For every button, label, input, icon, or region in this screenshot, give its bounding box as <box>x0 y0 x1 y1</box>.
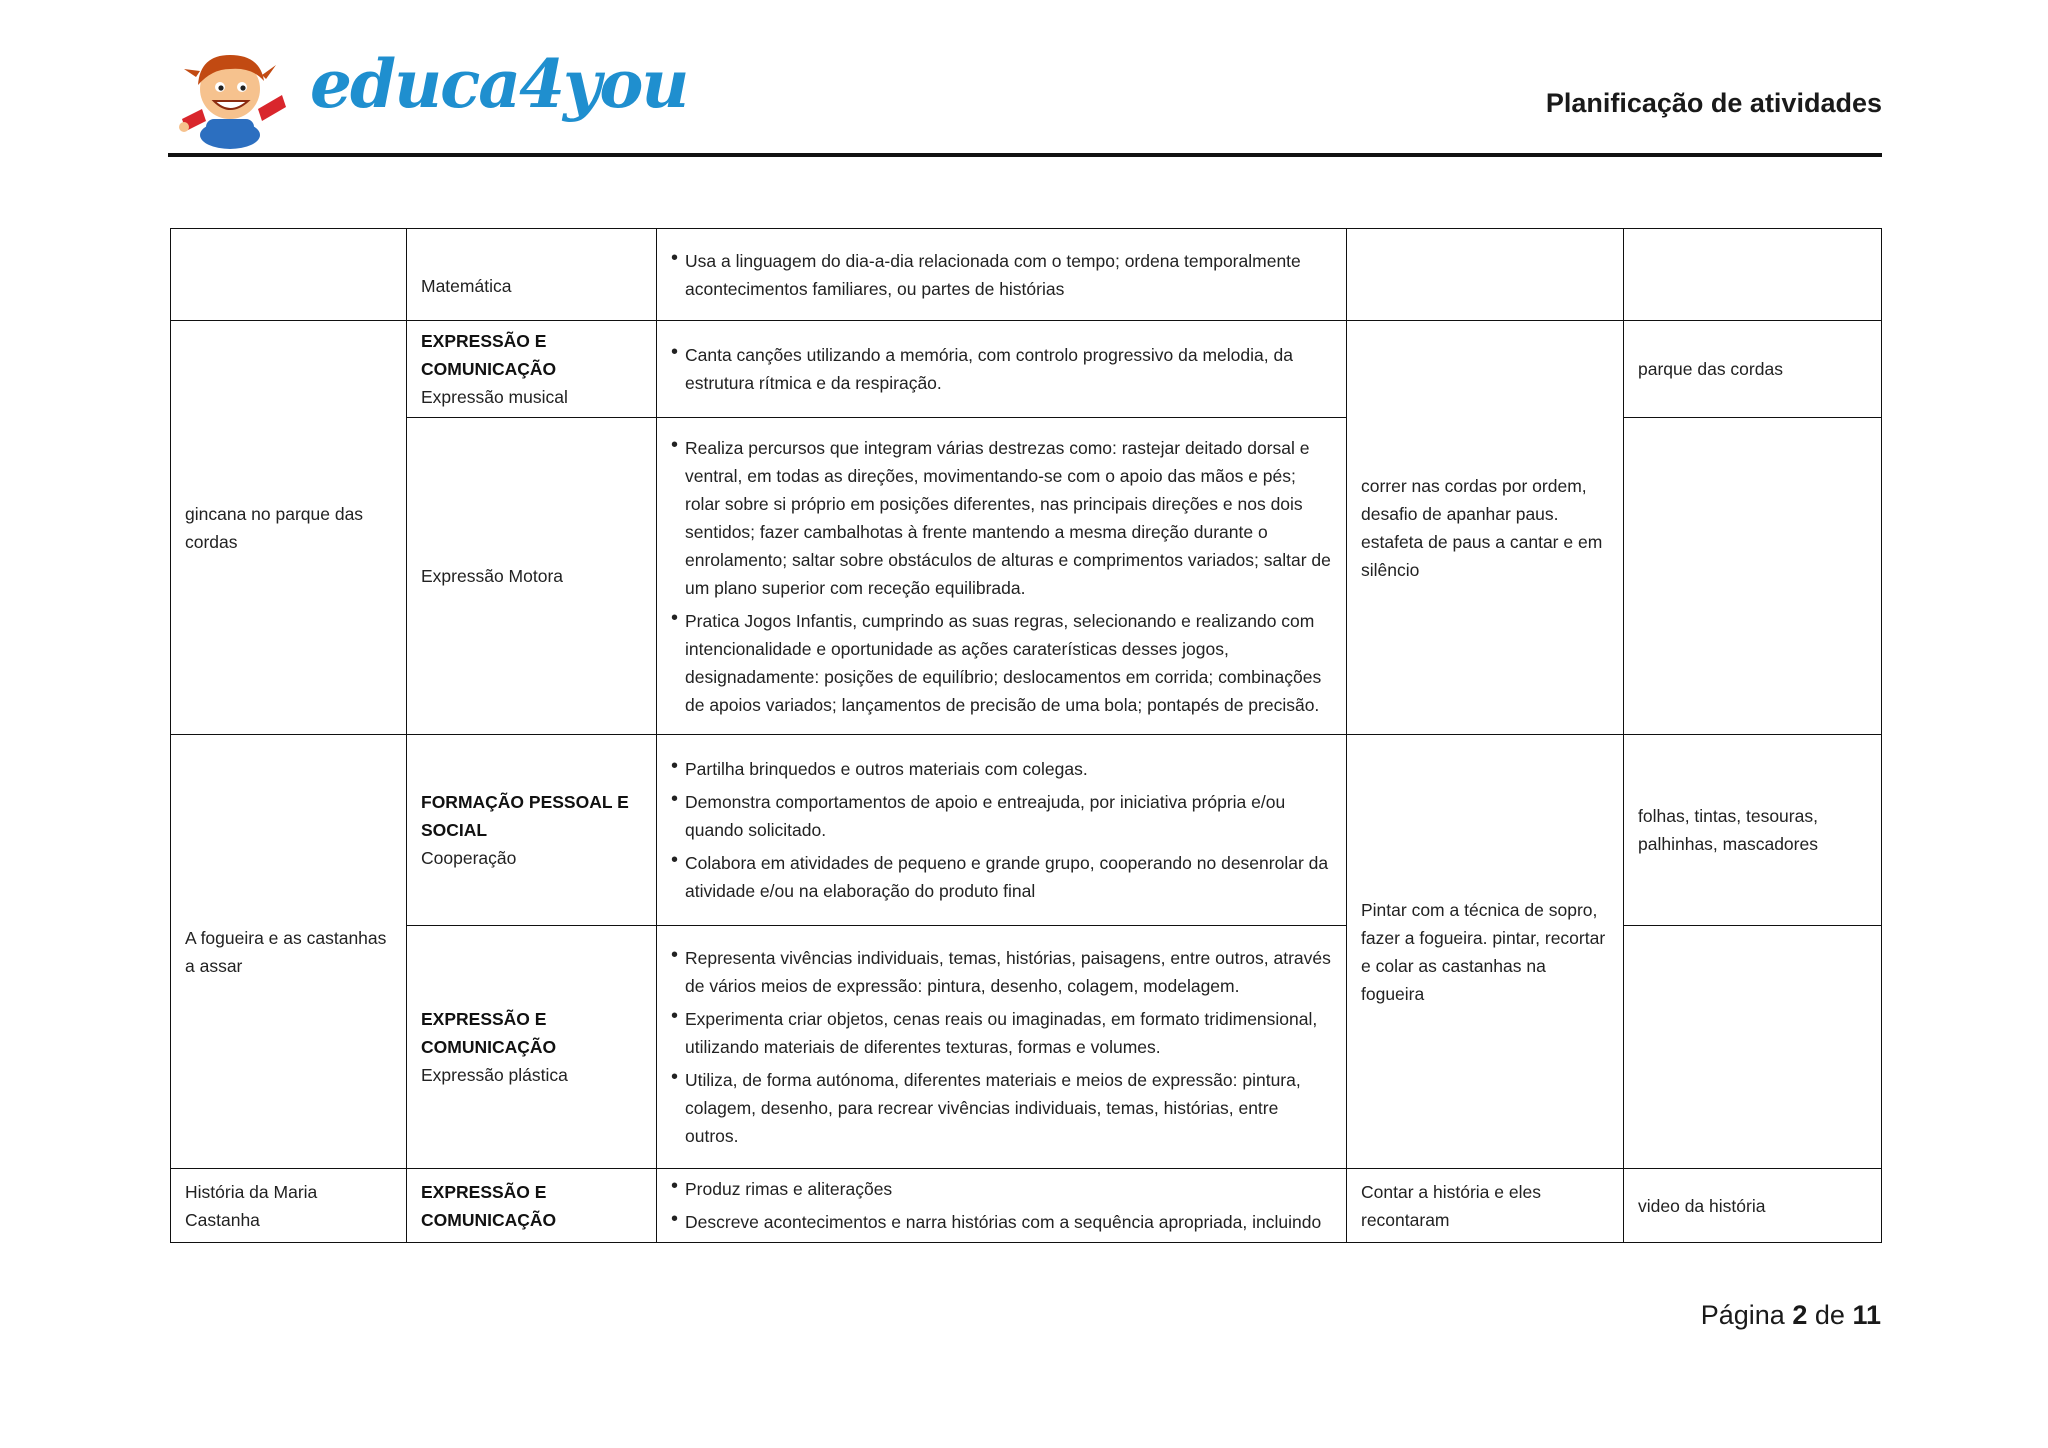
logo-wordmark: educa4you <box>310 45 688 123</box>
outcome-item: • Canta canções utilizando a memória, com controlo progressivo da melodia, da estrutura rítmica e da respiração. <box>671 341 1332 397</box>
area-cell <box>407 735 657 926</box>
strategies-cell <box>1347 229 1624 321</box>
area-subtitle: Expressão musical <box>421 387 568 407</box>
outcome-item: • Representa vivências individuais, temas, histórias, paisagens, entre outros, através de vários meios de expressão: pintura, desenho, colagem, modelagem. <box>671 944 1332 1000</box>
educa4you-logo <box>178 45 688 155</box>
outcome-item: • Realiza percursos que integram várias destrezas como: rastejar deitado dorsal e ventral, em todas as direções, movimentando-se com o apoio das mãos e pés; rolar sobre si próprio em posições diferentes, nas principais direções e nos dois sentidos; fazer cambalhotas à frente mantendo a mesma direção durante o enrolamento; saltar sobre obstáculos de alturas e comprimentos variados; saltar de um plano superior com receção equilibrada. <box>671 434 1332 602</box>
page-total: 11 <box>1852 1300 1881 1330</box>
table-row <box>171 229 1882 321</box>
mascot-icon <box>178 47 288 152</box>
area-cell <box>407 1169 657 1243</box>
page-number <box>1701 1300 1881 1331</box>
page-current: 2 <box>1792 1300 1808 1330</box>
page-label: Página <box>1700 1300 1785 1330</box>
activity-cell: A fogueira e as castanhas a assar <box>171 735 407 1169</box>
page-header <box>168 40 1882 156</box>
outcome-item: • Experimenta criar objetos, cenas reais ou imaginadas, em formato tridimensional, utilizando materiais de diferentes texturas, formas e volumes. <box>671 1005 1332 1061</box>
area-title: FORMAÇÃO PESSOAL E SOCIAL <box>421 792 629 840</box>
activities-table <box>170 228 1882 1243</box>
table-row <box>171 735 1882 926</box>
header-divider <box>168 153 1882 157</box>
area-subtitle: Matemática <box>421 275 512 296</box>
outcome-item: • Colabora em atividades de pequeno e grande grupo, cooperando no desenrolar da atividade e/ou na elaboração do produto final <box>671 849 1332 905</box>
outcomes-cell <box>657 735 1347 926</box>
area-cell <box>407 926 657 1169</box>
outcomes-cell <box>657 321 1347 418</box>
resources-cell <box>1624 926 1882 1169</box>
area-title: EXPRESSÃO E COMUNICAÇÃO <box>421 1181 557 1230</box>
table-row <box>171 418 1882 735</box>
resources-cell: folhas, tintas, tesouras, palhinhas, mascadores <box>1624 735 1882 926</box>
strategies-cell: Contar a história e eles recontaram <box>1347 1169 1624 1243</box>
outcomes-cell <box>657 418 1347 735</box>
strategies-cell: correr nas cordas por ordem, desafio de apanhar paus. estafeta de paus a cantar e em silêncio <box>1347 321 1624 735</box>
table-row <box>171 926 1882 1169</box>
resources-cell: video da história <box>1624 1169 1882 1243</box>
strategies-cell: Pintar com a técnica de sopro, fazer a fogueira. pintar, recortar e colar as castanhas na fogueira <box>1347 735 1624 1169</box>
outcome-item: • Utiliza, de forma autónoma, diferentes materiais e meios de expressão: pintura, colagem, desenho, para recrear vivências individuais, temas, histórias, entre outros. <box>671 1066 1332 1150</box>
outcomes-cell <box>657 1169 1347 1243</box>
area-subtitle: Expressão plástica <box>421 1065 568 1085</box>
outcomes-cell <box>657 229 1347 321</box>
area-subtitle: Cooperação <box>421 848 517 868</box>
outcome-item: • Pratica Jogos Infantis, cumprindo as suas regras, selecionando e realizando com intencionalidade e oportunidade as ações caraterísticas desses jogos, designadamente: posições de equilíbrio; deslocamentos em corrida; combinações de apoios variados; lançamentos de precisão de uma bola; pontapés de precisão. <box>671 607 1332 719</box>
table-row <box>171 321 1882 418</box>
outcome-item: • Descreve acontecimentos e narra histórias com a sequência apropriada, incluindo <box>671 1208 1332 1236</box>
area-cell <box>407 321 657 418</box>
resources-cell: parque das cordas <box>1624 321 1882 418</box>
resources-cell <box>1624 418 1882 735</box>
resources-cell <box>1624 229 1882 321</box>
page-separator: de <box>1814 1300 1845 1330</box>
area-title: EXPRESSÃO E COMUNICAÇÃO <box>421 1009 557 1057</box>
area-title: EXPRESSÃO E COMUNICAÇÃO <box>421 331 557 379</box>
outcome-item: • Partilha brinquedos e outros materiais com colegas. <box>671 755 1332 783</box>
outcome-item: • Demonstra comportamentos de apoio e entreajuda, por iniciativa própria e/ou quando solicitado. <box>671 788 1332 844</box>
area-cell <box>407 229 657 321</box>
area-cell <box>407 418 657 735</box>
page-title: Planificação de atividades <box>1545 88 1882 118</box>
activity-cell <box>171 229 407 321</box>
outcome-item: • Usa a linguagem do dia-a-dia relacionada com o tempo; ordena temporalmente acontecimentos familiares, ou partes de histórias <box>671 247 1332 303</box>
activity-cell: gincana no parque das cordas <box>171 321 407 735</box>
table-row <box>171 1169 1882 1243</box>
outcomes-cell <box>657 926 1347 1169</box>
area-subtitle: Expressão Motora <box>421 566 564 586</box>
outcome-item: • Produz rimas e aliterações <box>671 1175 1332 1203</box>
activity-cell: História da Maria Castanha <box>171 1169 407 1243</box>
